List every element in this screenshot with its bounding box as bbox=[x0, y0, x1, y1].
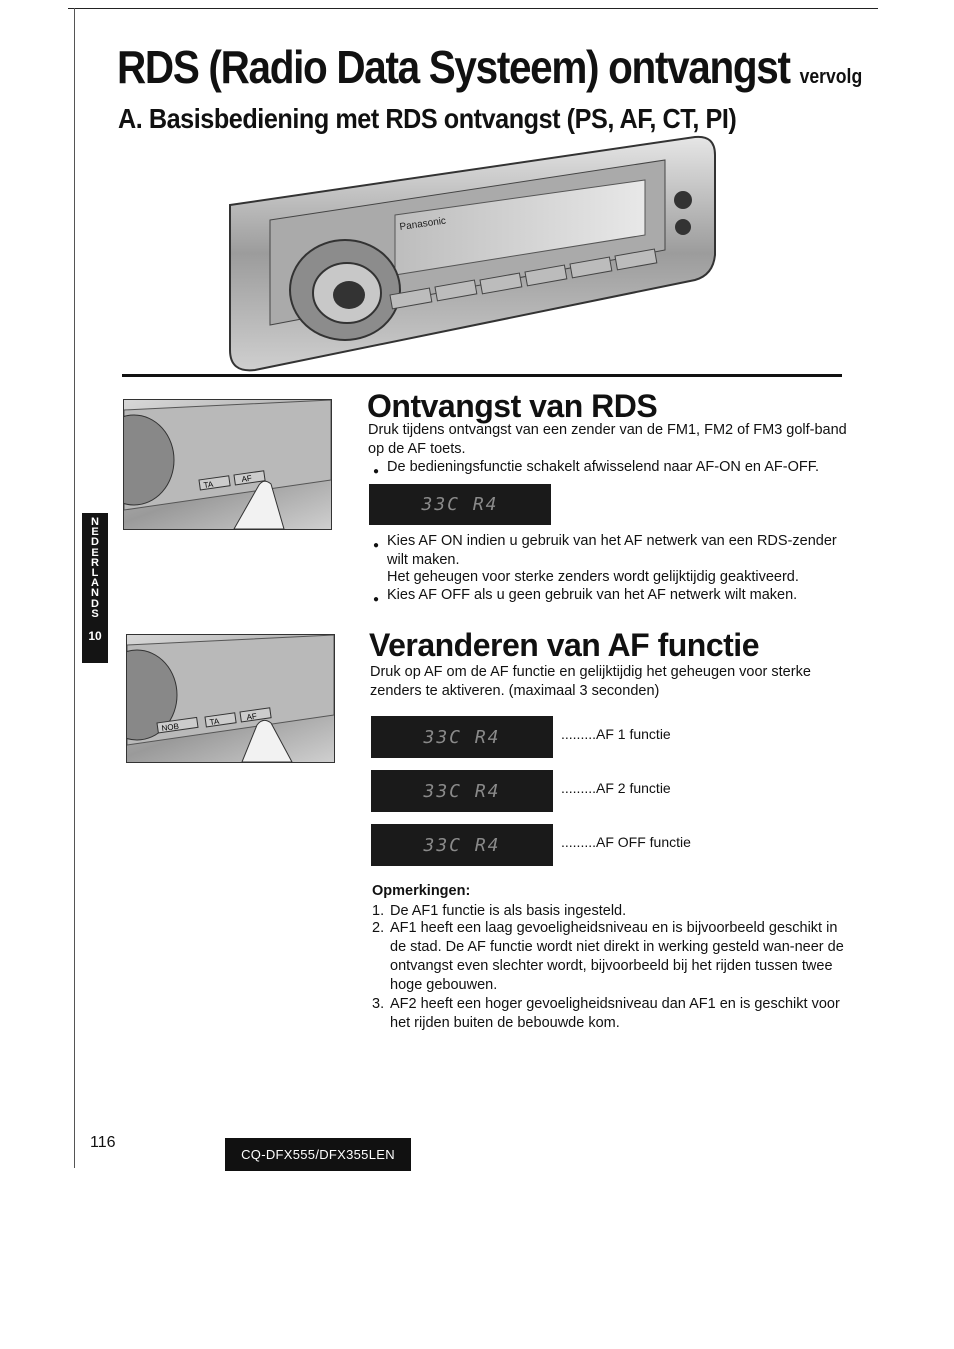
photo2-af-label: AF bbox=[246, 711, 258, 722]
side-tab-letter: L bbox=[91, 567, 99, 580]
af-display-1 bbox=[369, 484, 551, 525]
photo1-af-label: AF bbox=[241, 473, 253, 484]
note-number: 1. bbox=[372, 903, 385, 919]
side-tab-letter: N bbox=[91, 587, 99, 600]
top-rule bbox=[68, 8, 878, 9]
page-title bbox=[117, 40, 862, 94]
side-tab-letter: E bbox=[91, 526, 99, 539]
side-tab-letter: D bbox=[91, 597, 99, 610]
photo2-ta-label: TA bbox=[209, 716, 220, 727]
af1-display-text: 33C R4 bbox=[423, 726, 501, 748]
af-display-1-text: 33C R4 bbox=[421, 494, 499, 515]
af-off-label: .........AF OFF functie bbox=[561, 834, 691, 850]
af1-display bbox=[371, 716, 553, 758]
notes-heading: Opmerkingen: bbox=[372, 883, 471, 899]
note-number: 2. bbox=[372, 920, 385, 936]
side-tab-letter: E bbox=[91, 546, 99, 559]
section2-intro: Druk op AF om de AF functie en gelijktijdig het geheugen voor sterke zenders te aktiveren. (maximaal 3 seconden) bbox=[370, 664, 811, 699]
page-title-text: RDS (Radio Data Systeem) ontvangst bbox=[117, 41, 790, 93]
note-item bbox=[372, 995, 850, 1033]
page-subtitle: A. Basisbediening met RDS ontvangst (PS, AF, CT, PI) bbox=[118, 103, 737, 134]
note-text: AF1 heeft een laag gevoeligheidsniveau en is bijvoorbeeld geschikt in de stad. De AF functie wordt niet direkt in werking gesteld wan-neer de ontvangst even slechter wordt, bijvoorbeeld bij het rijden tussen twee hoge gebouwen. bbox=[390, 920, 844, 993]
side-tab-number: 10 bbox=[88, 629, 102, 644]
section1-heading: Ontvangst van RDS bbox=[367, 388, 658, 424]
side-tab-letter: S bbox=[91, 607, 99, 620]
language-side-tab bbox=[82, 513, 108, 663]
page-number: 116 bbox=[90, 1134, 116, 1151]
section2-heading: Veranderen van AF functie bbox=[369, 627, 759, 663]
af-off-display bbox=[371, 824, 553, 866]
photo1-ta-label: TA bbox=[203, 479, 214, 490]
left-margin-rule bbox=[74, 8, 75, 1168]
section1-bullet2: ● Kies AF ON indien u gebruik van het AF netwerk van een RDS-zender wilt maken. bbox=[387, 532, 847, 570]
side-tab-letter: D bbox=[91, 536, 99, 549]
af-button-photo-1 bbox=[123, 399, 332, 530]
radio-faceplate-illustration bbox=[225, 135, 720, 375]
af-off-display-text: 33C R4 bbox=[423, 834, 501, 856]
af1-label: .........AF 1 functie bbox=[561, 726, 671, 742]
note-item bbox=[372, 919, 850, 995]
model-number-badge: CQ-DFX555/DFX355LEN bbox=[225, 1138, 411, 1171]
side-tab-letter: A bbox=[91, 577, 99, 590]
section1-intro: Druk tijdens ontvangst van een zender van de FM1, FM2 of FM3 golf-band op de AF toets. bbox=[368, 422, 847, 457]
radio-brand-label: Panasonic bbox=[398, 215, 447, 233]
section1-bullet3: ● Kies AF OFF als u geen gebruik van het AF netwerk wilt maken. bbox=[387, 586, 847, 605]
af2-label: .........AF 2 functie bbox=[561, 780, 671, 796]
section1-bullet2-extra: Het geheugen voor sterke zenders wordt gelijktijdig geaktiveerd. bbox=[387, 569, 799, 585]
section-divider bbox=[122, 374, 842, 377]
photo2-nob-label: NOB bbox=[161, 721, 180, 733]
af2-display-text: 33C R4 bbox=[423, 780, 501, 802]
note-text: AF2 heeft een hoger gevoeligheidsniveau dan AF1 en is geschikt voor het rijden buiten de bebouwde kom. bbox=[390, 996, 840, 1031]
note-text: De AF1 functie is als basis ingesteld. bbox=[390, 903, 627, 919]
af-button-photo-1-art bbox=[124, 400, 331, 529]
section1-bullet1: ● De bedieningsfunctie schakelt afwisselend naar AF-ON en AF-OFF. bbox=[387, 458, 847, 477]
page-title-suffix: vervolg bbox=[799, 66, 863, 88]
note-number: 3. bbox=[372, 996, 385, 1012]
af2-display bbox=[371, 770, 553, 812]
af-button-photo-2 bbox=[126, 634, 335, 763]
side-tab-letter: N bbox=[91, 516, 99, 528]
side-tab-letter: R bbox=[91, 556, 99, 569]
af-button-photo-2-art bbox=[127, 635, 334, 762]
